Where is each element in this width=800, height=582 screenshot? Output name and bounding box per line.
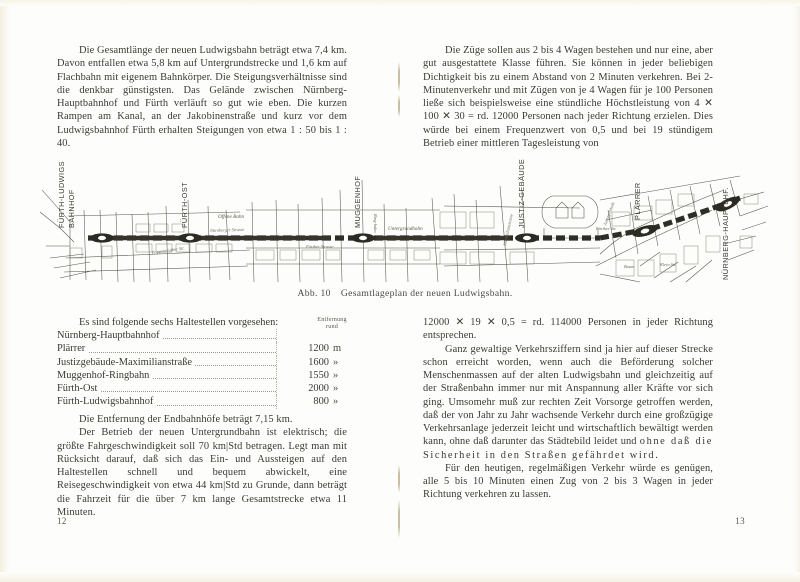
stations-distance-header-line1: Entfernung bbox=[317, 317, 347, 323]
paper-edge-left bbox=[0, 0, 10, 582]
station-distance bbox=[277, 329, 330, 342]
map-annotation-nuernberger-strasse: Nürnberger Strasse bbox=[209, 226, 245, 233]
station-name: Fürth-Ost bbox=[57, 383, 100, 394]
map-label-plaerrer: PLÄRRER bbox=[633, 182, 642, 220]
station-row bbox=[57, 329, 349, 342]
station-row bbox=[57, 342, 349, 355]
right-page-paragraph-2: 12000 ✕ 19 ✕ 0,5 = rd. 114000 Personen in jeder Richtung entsprechen. bbox=[423, 317, 713, 342]
left-page-paragraph-3: Der Betrieb der neuen Untergrundbahn ist elektrisch; die größte Fahrgeschwindigkeit soll 70 km|Std betragen. Legt man mit Rücksicht darauf, daß sich das Ein- und Aussteigen auf den Haltestellen schnell und bequem abwickelt, eine Reisegeschwindigkeit von etwa 44 km|Std zu Grunde, dann beträgt die Fahrzeit für die über 7 km lange Gesamtstrecke etwa 11 Minuten. bbox=[57, 427, 347, 518]
stations-table bbox=[57, 329, 349, 409]
dot-leader bbox=[57, 352, 276, 353]
figure-map-gesamtlageplan bbox=[40, 150, 770, 285]
left-page-folio: 12 bbox=[57, 516, 67, 526]
station-distance-unit: » bbox=[333, 369, 339, 381]
binding-thread-mark bbox=[398, 500, 400, 538]
binding-thread-mark bbox=[398, 465, 400, 493]
map-annotations bbox=[150, 201, 676, 269]
station-name-cell bbox=[57, 342, 277, 355]
station-distance-unit: » bbox=[333, 383, 339, 395]
right-page-paragraph-1-block bbox=[423, 44, 713, 150]
station-distance: 2000 bbox=[277, 382, 330, 395]
left-page-paragraph-1-block bbox=[57, 44, 347, 150]
station-name-cell bbox=[57, 395, 277, 408]
station-name: Fürth-Ludwigsbahnhof bbox=[57, 396, 156, 407]
map-label-justizgebaeude: JUSTIZ-GEBÄUDE bbox=[517, 158, 526, 228]
map-station-labels bbox=[57, 159, 730, 280]
station-distance: 1200 bbox=[277, 342, 330, 355]
right-page-paragraph-4: Für den heutigen, regelmäßigen Verkehr würde es genügen, alle 5 bis 10 Minuten einen Zug von 2 bis 3 Wagen in jeder Richtung verkehren zu lassen. bbox=[423, 462, 713, 501]
map-annotation-untergrundbahn: Untergrundbahn bbox=[388, 226, 423, 232]
station-name: Justizgebäude-Maximilianstraße bbox=[57, 357, 195, 368]
station-name-cell bbox=[57, 329, 277, 342]
map-label-fuerth-ludwigsbahnhof-line1: FÜRTH-LUDWIGS bbox=[57, 161, 66, 228]
station-name-cell bbox=[57, 369, 277, 382]
station-distance-unit: » bbox=[333, 356, 339, 368]
station-distance: 1550 bbox=[277, 369, 330, 382]
station-name-cell bbox=[57, 382, 277, 395]
station-distance-unit bbox=[329, 329, 349, 342]
station-distance: 1600 bbox=[277, 356, 330, 369]
stations-intro: Es sind folgende sechs Haltestellen vorgesehen: bbox=[79, 317, 279, 328]
map-annotation-ringbahn: Ring-bahn bbox=[373, 214, 378, 233]
right-page-paragraph-3-text: Ganz gewaltige Verkehrsziffern sind ja hier auf dieser Strecke schon erreicht worden, wenn auch die Beförderung solcher Menschenmassen auf der alten Ludwigsbahn und gleichzeitig auf der Straßenbahn immer nur mit Anspannung aller Kräfte vor sich ging. Umsomehr muß zur rechten Zeit Vorsorge getroffen werden, daß der von Jahr zu Jahr wachsende Verkehr durch eine großzügige Verkehrsanlage jederzeit leicht und wirtschaftlich bewältigt werden kann, ohne daß darunter das Städtebild leidet und bbox=[423, 343, 713, 448]
paper-edge-top bbox=[0, 0, 800, 6]
map-label-fuerth-ost: FÜRTH-OST bbox=[180, 181, 189, 228]
station-distance-unit: m bbox=[333, 343, 342, 355]
map-annotation-maximilianstrasse: Maximilianstrasse bbox=[502, 213, 514, 247]
left-page-paragraph-2-block bbox=[57, 413, 347, 519]
station-name: Muggenhof-Ringbahn bbox=[57, 370, 152, 381]
map-annotation-baum: Baum bbox=[624, 264, 635, 269]
figure-caption bbox=[40, 288, 770, 299]
map-annotation-poppenreuther-str: Poppenreuther Str. bbox=[151, 245, 185, 255]
paper-edge-right bbox=[792, 0, 800, 582]
station-name-cell bbox=[57, 356, 277, 369]
binding-thread-mark bbox=[398, 95, 400, 117]
stations-table-wrapper bbox=[57, 329, 349, 409]
binding-thread-mark bbox=[398, 62, 400, 92]
map-annotation-klein-str: Klein Str. bbox=[660, 262, 677, 267]
right-page-paragraph-3-emphasis: ohne daß die Sicherheit in den Straßen gefährdet wird. bbox=[423, 436, 714, 461]
station-row bbox=[57, 382, 349, 395]
station-name: Nürnberg-Hauptbahnhof bbox=[57, 330, 163, 341]
station-row bbox=[57, 395, 349, 408]
figure-number: Abb. 10 bbox=[297, 288, 331, 299]
map-label-muggenhof: MUGGENHOF bbox=[353, 175, 362, 228]
stations-distance-header-line2: rund bbox=[326, 324, 338, 331]
figure-caption-text: Gesamtlageplan der neuen Ludwigsbahn. bbox=[340, 288, 513, 299]
right-page-paragraph-2-block bbox=[423, 316, 713, 502]
map-label-nuernberg-hauptbahnhof: NÜRNBERG-HAUPTBHF. bbox=[721, 187, 730, 280]
paper-edge-bottom bbox=[0, 572, 800, 582]
station-distance: 800 bbox=[277, 395, 330, 408]
map-label-fuerth-ludwigsbahnhof-line2: BAHNHOF bbox=[67, 189, 76, 228]
right-page-folio: 13 bbox=[735, 516, 745, 526]
map-annotation-fuerther-str: Fürther Str. bbox=[596, 226, 617, 231]
right-page-paragraph-1: Die Züge sollen aus 2 bis 4 Wagen bestehen und nur eine, aber gut ausgestattete Klasse führen. Sie können in jeder beliebigen Dichtigkeit bis zu einem Abstand von 2 Minuten verkehren. Bei 2-Minutenverkehr und mit Zügen von je 4 Wagen für je 100 Personen ließe sich beispielsweise eine stündliche Höchstleistung von 4 ✕ 100 ✕ 30 = rd. 12000 Personen nach jeder Richtung erzielen. Dies würde bei einem Frequenzwert von 0,5 und bei 19 stündigem Betrieb einer mittleren Tagesleistung von bbox=[423, 45, 713, 149]
right-page-paragraph-3 bbox=[423, 343, 713, 462]
map-svg bbox=[40, 150, 770, 285]
left-page-paragraph-1: Die Gesamtlänge der neuen Ludwigsbahn beträgt etwa 7,4 km. Davon entfallen etwa 5,8 km auf Untergrundstrecke und 1,6 km auf Flachbahn mit eigenem Bahnkörper. Die Steigungsverhältnisse sind die denkbar günstigsten. Das Gelände zwischen Nürnberg-Hauptbahnhof und Fürth verläuft so gut wie eben. Die kurzen Rampen am Kanal, an der Jakobinenstraße und kurz vor dem Ludwigsbahnhof Fürth erhalten Steigungen von etwa 1 : 50 bis 1 : 40. bbox=[57, 45, 347, 149]
map-annotation-offene-bahn: Offene Bahn bbox=[218, 214, 245, 220]
station-row bbox=[57, 356, 349, 369]
map-annotation-fuerther-strasse: Fürther Strasse bbox=[306, 244, 334, 249]
station-name: Plärrer bbox=[57, 343, 88, 354]
map-annotation-justizgebaeude-building: Justizgebäude bbox=[602, 201, 616, 227]
station-distance-unit: » bbox=[333, 396, 339, 408]
left-page-paragraph-2: Die Entfernung der Endbahnhöfe beträgt 7,15 km. bbox=[79, 414, 293, 425]
station-row bbox=[57, 369, 349, 382]
